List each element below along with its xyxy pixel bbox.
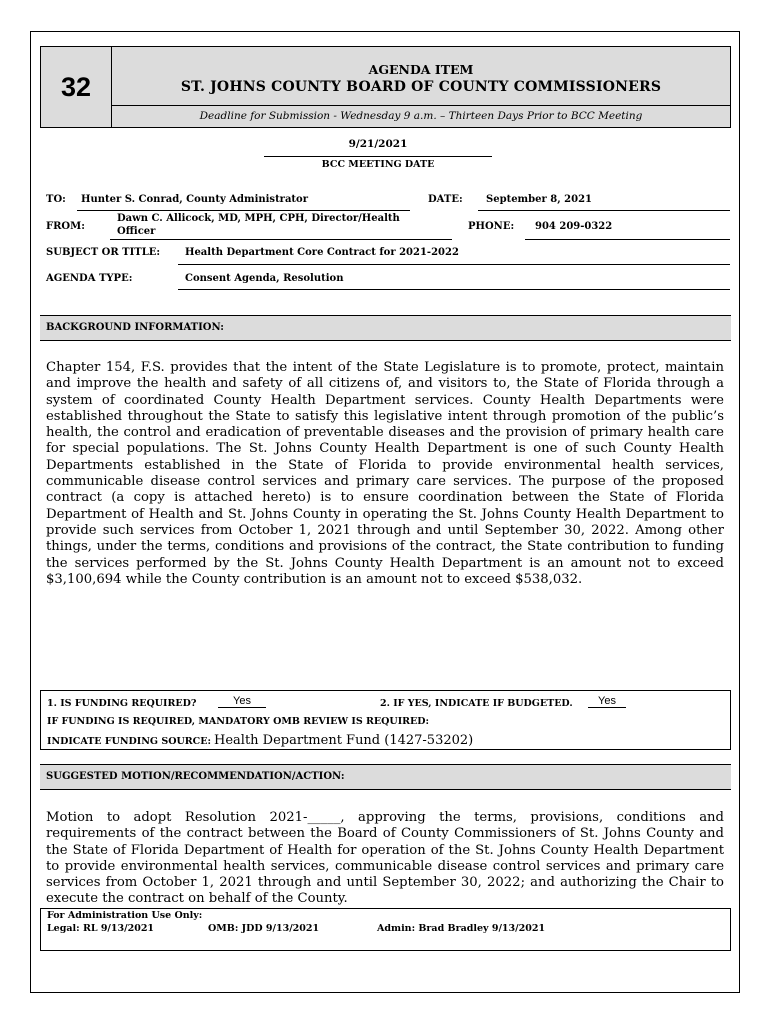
from-value-line2: Officer (117, 226, 156, 237)
background-section-title: BACKGROUND INFORMATION: (46, 322, 224, 333)
bcc-meeting-date-label: BCC MEETING DATE (321, 159, 435, 170)
agenda-title-line1: AGENDA ITEM (368, 62, 474, 77)
agenda-title-line2: ST. JOHNS COUNTY BOARD OF COUNTY COMMISSIONERS (180, 79, 662, 95)
agenda-item-number: 32 (41, 47, 112, 127)
agenda-type-value: Consent Agenda, Resolution (185, 273, 344, 284)
phone-value: 904 209-0322 (535, 221, 613, 232)
from-underline (110, 239, 452, 240)
motion-section-header (40, 764, 731, 790)
subject-underline (178, 264, 730, 265)
to-value: Hunter S. Conrad, County Administrator (81, 194, 308, 205)
meeting-date-divider (264, 156, 492, 157)
agenda-type-label: AGENDA TYPE: (46, 273, 133, 284)
phone-label: PHONE: (468, 221, 515, 232)
legal-signoff: Legal: RL 9/13/2021 (47, 923, 155, 934)
funding-source-label: INDICATE FUNDING SOURCE: (47, 736, 211, 747)
funding-source-value: Health Department Fund (1427-53202) (214, 733, 474, 748)
agenda-title (112, 47, 730, 106)
motion-text: Motion to adopt Resolution 2021-_____, approving the terms, provisions, conditions and requirements of the contract between the Board of County Commissioners of St. Johns County and the State of Florida Department of Health for operation of the St. Johns County Health Department to provide environmental health services, communicable disease control services and primary care services from October 1, 2021 through and until September 30, 2022; and authorizing the Chair to execute the contract on behalf of the County. (46, 810, 724, 907)
phone-underline (525, 239, 730, 240)
admin-use-title: For Administration Use Only: (47, 910, 203, 921)
date-value: September 8, 2021 (486, 194, 592, 205)
background-text: Chapter 154, F.S. provides that the intent of the State Legislature is to promote, protect, maintain and improve the health and safety of all citizens of, and visitors to, the State of Florida through a system of coordinated County Health Department services. County Health Departments were established throughout the State to satisfy this legislative intent through promotion of the public’s health, the control and eradication of preventable diseases and the provision of primary health care for special populations. The St. Johns County Health Department is one of such County Health Departments established in the State of Florida to provide environmental health services, communicable disease control services and primary care services. The purpose of the proposed contract (a copy is attached hereto) is to ensure coordination between the State of Florida Department of Health and St. Johns County in operating the St. Johns County Health Department to provide such services from October 1, 2021 through and until September 30, 2022. Among other things, under the terms, conditions and provisions of the contract, the State contribution to funding the services performed by the St. Johns County Health Department is an amount not to exceed $3,100,694 while the County contribution is an amount not to exceed $538,032. (46, 360, 724, 587)
from-value-line1: Dawn C. Allicock, MD, MPH, CPH, Director/Health (117, 213, 400, 224)
subject-value: Health Department Core Contract for 2021-2022 (185, 247, 459, 258)
admin-signoff: Admin: Brad Bradley 9/13/2021 (377, 923, 546, 934)
date-label: DATE: (428, 194, 463, 205)
omb-review-note: IF FUNDING IS REQUIRED, MANDATORY OMB REVIEW IS REQUIRED: (47, 716, 430, 727)
funding-required-value: Yes (218, 695, 266, 708)
bcc-meeting-date: 9/21/2021 (348, 138, 408, 150)
omb-signoff: OMB: JDD 9/13/2021 (208, 923, 320, 934)
agenda-type-underline (178, 289, 730, 290)
funding-box (40, 690, 731, 750)
admin-use-box (40, 908, 731, 951)
subject-label: SUBJECT OR TITLE: (46, 247, 161, 258)
to-underline (77, 210, 410, 211)
date-underline (478, 210, 730, 211)
funding-required-label: 1. IS FUNDING REQUIRED? (47, 698, 197, 709)
from-label: FROM: (46, 221, 85, 232)
motion-section-title: SUGGESTED MOTION/RECOMMENDATION/ACTION: (46, 771, 345, 782)
budgeted-label: 2. IF YES, INDICATE IF BUDGETED. (380, 698, 573, 709)
background-section-header (40, 315, 731, 341)
budgeted-value: Yes (588, 695, 626, 708)
submission-deadline: Deadline for Submission - Wednesday 9 a.m. – Thirteen Days Prior to BCC Meeting (199, 110, 643, 122)
agenda-header (40, 46, 731, 128)
to-label: TO: (46, 194, 66, 205)
